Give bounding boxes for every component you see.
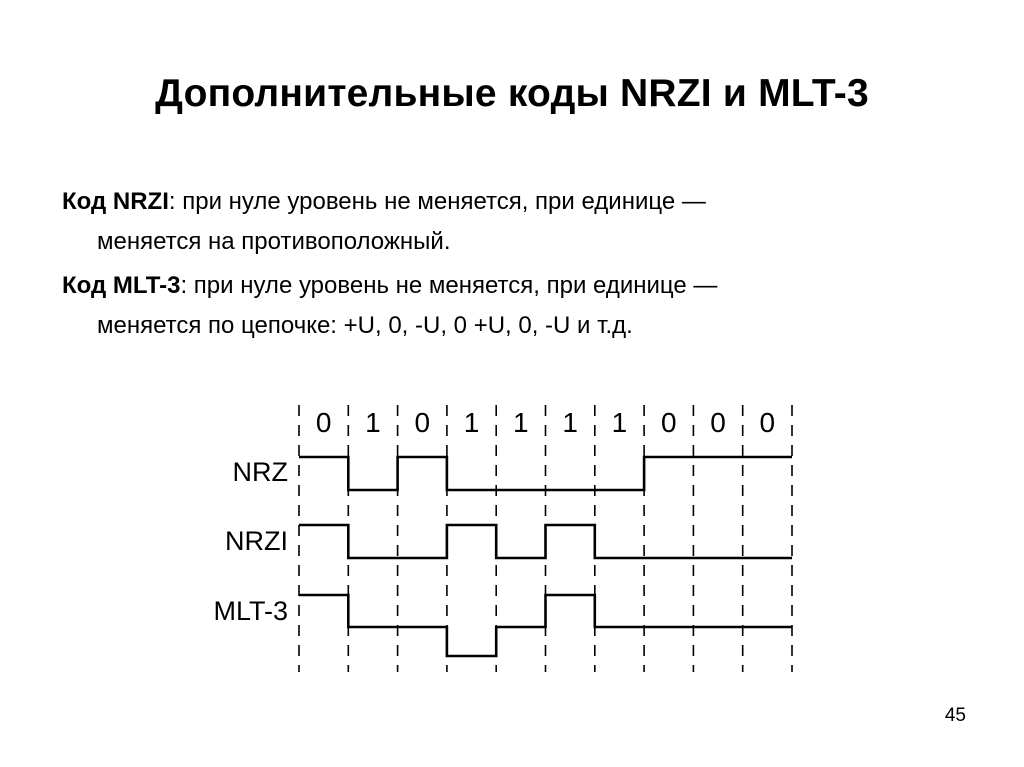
nrzi-description-line2: меняется на противоположный. <box>97 228 451 255</box>
signal-label: NRZI <box>225 526 288 556</box>
bit-label: 0 <box>660 407 677 438</box>
bit-label: 1 <box>562 407 578 438</box>
mlt3-description-line2: меняется по цепочке: +U, 0, -U, 0 +U, 0, -U и т.д. <box>97 312 633 339</box>
bit-label: 1 <box>513 407 529 438</box>
page-number: 45 <box>944 705 966 726</box>
bit-label: 1 <box>463 407 480 438</box>
nrzi-term: Код NRZI <box>62 188 169 215</box>
signal-label: MLT-3 <box>213 596 288 626</box>
nrzi-description-line1: : при нуле уровень не меняется, при единице — <box>168 188 706 215</box>
bit-label: 0 <box>759 407 776 438</box>
bit-label: 0 <box>710 407 726 438</box>
bit-label: 0 <box>414 407 431 438</box>
mlt3-description-line1: : при нуле уровень не меняется, при единице — <box>180 272 718 299</box>
signal-label: NRZ <box>232 457 288 487</box>
bit-label: 0 <box>315 407 332 438</box>
bit-label: 1 <box>365 407 381 438</box>
signal-waveform <box>299 525 792 558</box>
bit-label: 1 <box>611 407 628 438</box>
slide-title: Дополнительные коды NRZI и MLT-3 <box>155 72 869 115</box>
mlt3-term: Код MLT-3 <box>62 272 181 299</box>
